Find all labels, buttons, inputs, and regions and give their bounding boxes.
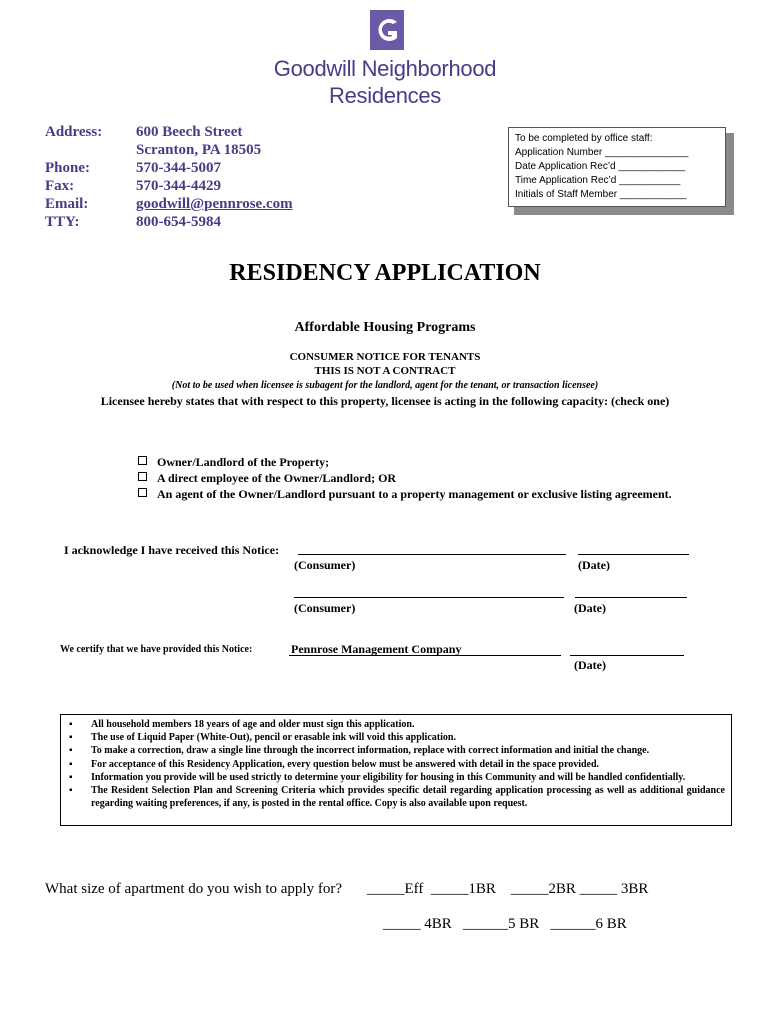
certify-label: We certify that we have provided this Notice:: [60, 644, 253, 655]
acknowledge-label: I acknowledge I have received this Notice:: [64, 543, 280, 557]
phone-label: Phone:: [45, 160, 90, 176]
page-subtitle: Affordable Housing Programs: [294, 320, 476, 335]
email-link[interactable]: goodwill@pennrose.com: [136, 196, 293, 212]
address-label: Address:: [45, 124, 103, 140]
checkbox[interactable]: [138, 472, 147, 481]
email-label: Email:: [45, 196, 89, 212]
office-application-number[interactable]: Application Number _______________: [515, 147, 689, 158]
notice-heading-line2: THIS IS NOT A CONTRACT: [314, 365, 456, 377]
office-date-received[interactable]: Date Application Rec’d ____________: [515, 161, 686, 172]
notice-heading-line1: CONSUMER NOTICE FOR TENANTS: [289, 351, 481, 363]
notice-statement: Licensee hereby states that with respect to this property, licensee is acting in the following capacity: (check one): [100, 394, 670, 408]
office-time-received[interactable]: Time Application Rec’d ___________: [515, 175, 681, 186]
notice-note: (Not to be used when licensee is subagent for the landlord, agent for the tenant, or transaction licensee): [171, 380, 599, 391]
address-line2: Scranton, PA 18505: [136, 142, 262, 158]
tty-value: 800-654-5984: [136, 214, 221, 230]
apartment-size-options-row1[interactable]: _____Eff _____1BR _____2BR _____ 3BR: [367, 881, 649, 897]
certify-company: Pennrose Management Company: [291, 642, 462, 656]
apartment-size-question: What size of apartment do you wish to apply for?: [45, 881, 342, 897]
tty-label: TTY:: [45, 214, 80, 230]
checkbox[interactable]: [138, 488, 147, 497]
certify-date-line[interactable]: [570, 655, 684, 656]
capacity-option-agent[interactable]: An agent of the Owner/Landlord pursuant to a property management or exclusive listing agreement.: [138, 486, 672, 502]
consumer-signature-line-2[interactable]: [294, 597, 564, 598]
list-item: ▪ For acceptance of this Residency Application, every question below must be answered with detail in the space provided.: [69, 758, 725, 771]
capacity-option-employee[interactable]: A direct employee of the Owner/Landlord; OR: [138, 470, 672, 486]
consumer-date-line-1[interactable]: [578, 554, 689, 555]
instructions-box: [60, 714, 732, 826]
consumer-caption-2: (Consumer): [294, 601, 356, 615]
page-title: RESIDENCY APPLICATION: [229, 260, 541, 286]
fax-label: Fax:: [45, 178, 75, 194]
date-caption-1: (Date): [578, 558, 610, 572]
certify-signature-line[interactable]: [289, 655, 561, 656]
logo-mark-icon: [370, 10, 404, 50]
capacity-option-owner[interactable]: Owner/Landlord of the Property;: [138, 454, 672, 470]
list-item: ▪ Information you provide will be used strictly to determine your eligibility for housing in this Community and will be handled confidentially.: [69, 771, 725, 784]
logo-text-line2: Residences: [329, 83, 441, 108]
consumer-date-line-2[interactable]: [575, 597, 687, 598]
apartment-size-options-row2[interactable]: _____ 4BR ______5 BR ______6 BR: [383, 916, 627, 932]
office-staff-initials[interactable]: Initials of Staff Member ____________: [515, 189, 687, 200]
checkbox[interactable]: [138, 456, 147, 465]
address-line1: 600 Beech Street: [136, 124, 243, 140]
list-item: ▪ To make a correction, draw a single line through the incorrect information, replace with correct information and initial the change.: [69, 744, 725, 757]
fax-value: 570-344-4429: [136, 178, 221, 194]
list-item: ▪ All household members 18 years of age and older must sign this application.: [69, 718, 725, 731]
consumer-signature-line-1[interactable]: [298, 554, 566, 555]
list-item: ▪ The use of Liquid Paper (White-Out), pencil or erasable ink will void this application.: [69, 731, 725, 744]
office-heading: To be completed by office staff:: [515, 133, 653, 144]
phone-value: 570-344-5007: [136, 160, 221, 176]
consumer-caption-1: (Consumer): [294, 558, 356, 572]
date-caption-2: (Date): [574, 601, 606, 615]
office-staff-box: [508, 127, 726, 207]
certify-date-caption: (Date): [574, 658, 606, 672]
list-item: ▪ The Resident Selection Plan and Screening Criteria which provides specific detail regarding application processing as well as additional guidance regarding waiting preferences, if any, is posted in the rental office. Copy is also available upon request.: [69, 784, 725, 810]
logo-text-line1: Goodwill Neighborhood: [273, 56, 497, 81]
capacity-options: [138, 454, 672, 502]
